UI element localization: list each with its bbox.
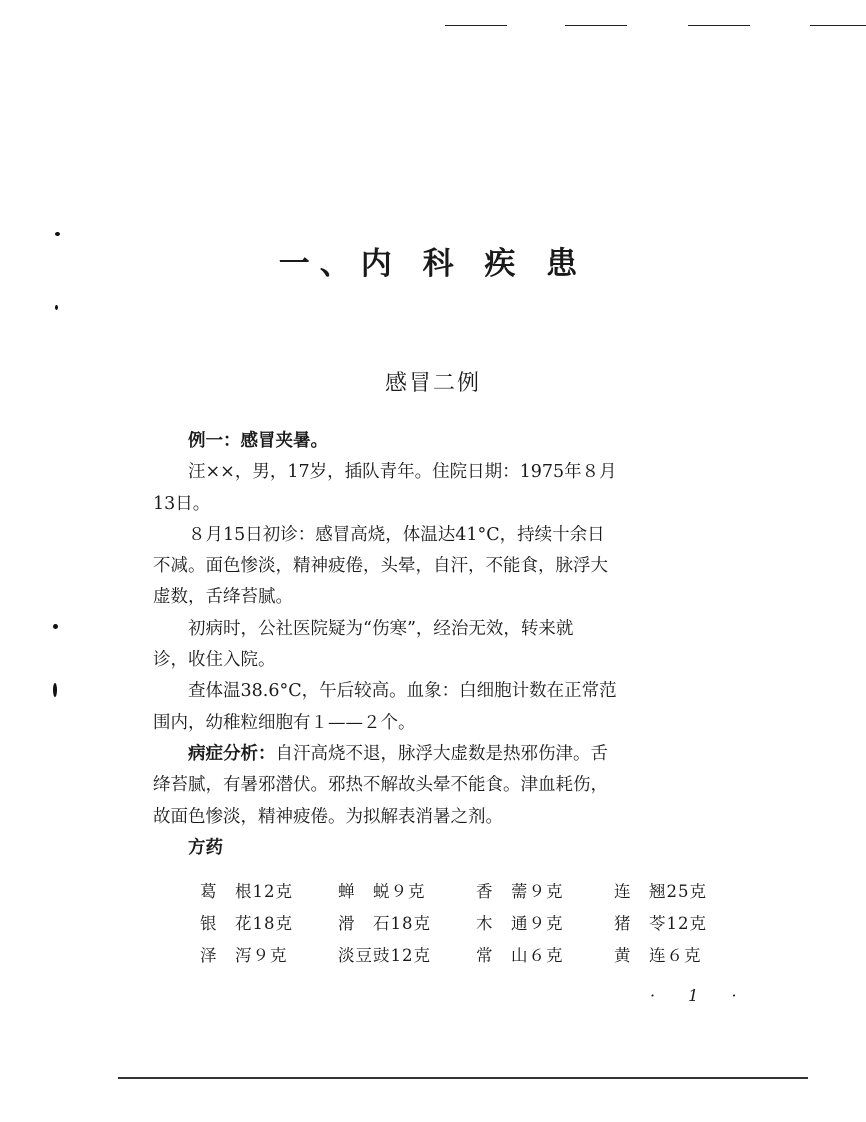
paragraph-onset-cont <box>153 645 765 676</box>
prescription-heading: 方药 <box>188 837 223 858</box>
paragraph-patient-info-cont <box>153 489 765 520</box>
text-line: 查体温38.6°C，午后较高。血象：白细胞计数在正常范 <box>188 681 617 702</box>
analysis-text: 自汗高烧不退，脉浮大虚数是热邪伤津。舌 <box>275 743 608 764</box>
paragraph-exam <box>153 676 765 707</box>
text-line: ８月15日初诊：感冒高烧，体温达41°C，持续十余日 <box>188 524 605 545</box>
text-line <box>153 739 765 770</box>
section-title: 感冒二例 <box>384 371 481 396</box>
margin-speck <box>55 232 60 236</box>
herb-item: 木 通９克 <box>476 914 564 933</box>
paragraph-first-visit-cont <box>153 551 765 614</box>
herb-row <box>200 876 760 908</box>
text-line: 故面色惨淡，精神疲倦。为拟解表消暑之剂。 <box>153 806 503 827</box>
herb-row <box>200 940 760 972</box>
paragraph-patient-info <box>153 457 765 488</box>
margin-speck <box>53 624 58 629</box>
paragraph-exam-cont <box>153 708 765 739</box>
margin-speck <box>53 683 57 697</box>
text-line: 不减。面色惨淡，精神疲倦，头晕，自汗，不能食，脉浮大 <box>153 556 608 577</box>
herb-item: 常 山６克 <box>476 946 564 965</box>
analysis-label: 病症分析： <box>188 743 276 764</box>
top-rule-4 <box>810 25 866 26</box>
herb-item: 泽 泻９克 <box>200 946 288 965</box>
margin-speck <box>55 305 58 310</box>
text-line: 诊，收住入院。 <box>153 650 276 671</box>
chapter-title: 一、内 科 疾 患 <box>278 246 588 282</box>
text-line: 绛苔腻，有暑邪潜伏。邪热不解故头晕不能食。津血耗伤， <box>153 775 608 796</box>
text-line: 虚数，舌绛苔腻。 <box>153 587 293 608</box>
text-line: 初病时，公社医院疑为“伤寒”，经治无效，转来就 <box>188 618 574 639</box>
paragraph-onset <box>153 614 765 645</box>
herb-item: 银 花18克 <box>200 914 293 933</box>
herb-item: 淡豆豉12克 <box>338 946 431 965</box>
herb-item: 黄 连６克 <box>614 946 702 965</box>
herb-table <box>200 876 760 972</box>
herb-row <box>200 908 760 940</box>
text-line: 围内，幼稚粒细胞有１——２个。 <box>153 712 416 733</box>
text-line: 13日。 <box>153 493 211 514</box>
paragraph-analysis <box>153 739 765 770</box>
body-text <box>153 426 765 864</box>
paragraph-first-visit <box>153 520 765 551</box>
herb-item: 滑 石18克 <box>338 914 431 933</box>
paragraph-analysis-cont <box>153 770 765 833</box>
bottom-rule <box>118 1077 808 1079</box>
top-rule-1 <box>445 25 507 26</box>
herb-item: 蝉 蜕９克 <box>338 882 426 901</box>
text-line: 汪××，男，17岁，插队青年。住院日期：1975年８月 <box>188 462 617 483</box>
herb-item: 连 翘25克 <box>614 882 707 901</box>
case-heading: 例一：感冒夹暑。 <box>188 431 328 451</box>
herb-item: 葛 根12克 <box>200 882 293 901</box>
page-number: · 1 · <box>650 986 751 1005</box>
herb-item: 香 薷９克 <box>476 882 564 901</box>
top-rule-2 <box>565 25 627 26</box>
herb-item: 猪 苓12克 <box>614 914 707 933</box>
top-rule-3 <box>688 25 750 26</box>
